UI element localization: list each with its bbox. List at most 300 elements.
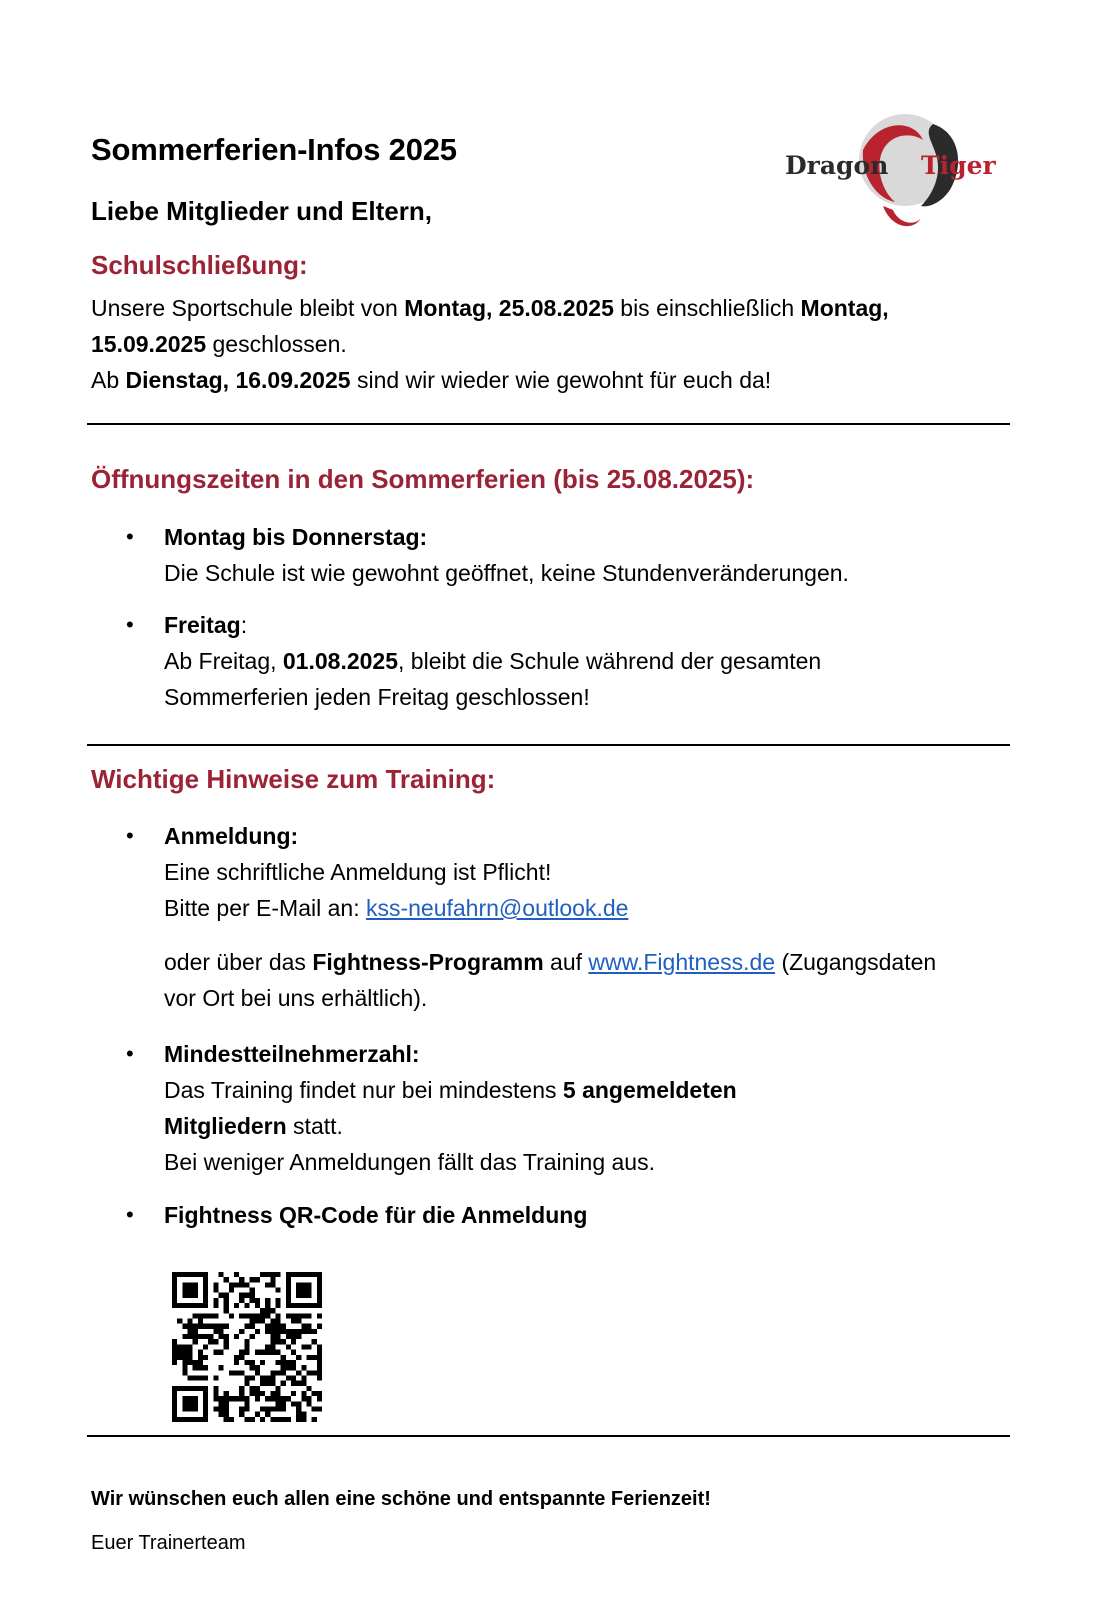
qr-module <box>275 1324 280 1329</box>
qr-module <box>281 1324 286 1329</box>
qr-title <box>164 1197 587 1233</box>
qr-module <box>239 1313 244 1318</box>
qr-module <box>208 1339 213 1344</box>
qr-module <box>219 1412 224 1417</box>
qr-module <box>265 1308 270 1313</box>
qr-module <box>193 1386 198 1391</box>
qr-module <box>188 1282 193 1287</box>
qr-module <box>203 1375 208 1380</box>
qr-module <box>224 1303 229 1308</box>
qr-module <box>250 1375 255 1380</box>
qr-module <box>182 1370 187 1375</box>
greeting: Liebe Mitglieder und Eltern, <box>91 196 432 226</box>
qr-module <box>239 1391 244 1396</box>
qr-module <box>260 1391 265 1396</box>
qr-module <box>224 1412 229 1417</box>
qr-module <box>193 1417 198 1422</box>
qr-module <box>239 1370 244 1375</box>
qr-module <box>296 1381 301 1386</box>
minimum-line-2 <box>164 1108 343 1144</box>
qr-module <box>255 1370 260 1375</box>
training-heading: Wichtige Hinweise zum Training: <box>91 764 496 794</box>
qr-module <box>255 1396 260 1401</box>
qr-module <box>244 1324 249 1329</box>
qr-module <box>239 1350 244 1355</box>
qr-module <box>312 1272 317 1277</box>
qr-module <box>296 1272 301 1277</box>
qr-module <box>255 1319 260 1324</box>
qr-module <box>312 1339 317 1344</box>
qr-module <box>188 1355 193 1360</box>
qr-module <box>301 1293 306 1298</box>
qr-module <box>317 1396 322 1401</box>
bullet: • <box>126 1041 134 1066</box>
qr-module <box>296 1406 301 1411</box>
qr-module <box>172 1288 177 1293</box>
qr-module <box>177 1386 182 1391</box>
text: geschlossen. <box>206 331 347 357</box>
qr-module <box>296 1412 301 1417</box>
qr-module <box>234 1334 239 1339</box>
qr-module <box>172 1386 177 1391</box>
qr-module <box>317 1272 322 1277</box>
qr-module <box>172 1396 177 1401</box>
qr-module <box>312 1391 317 1396</box>
registration-line-1: Eine schriftliche Anmeldung ist Pflicht! <box>164 859 552 885</box>
qr-module <box>213 1329 218 1334</box>
qr-module <box>177 1272 182 1277</box>
qr-module <box>260 1319 265 1324</box>
qr-module <box>281 1406 286 1411</box>
hours-item-text: Die Schule ist wie gewohnt geöffnet, keine Stundenveränderungen. <box>164 560 849 586</box>
qr-module <box>193 1272 198 1277</box>
friday-date: 01.08.2025 <box>282 648 399 674</box>
qr-module <box>244 1282 249 1287</box>
qr-module <box>301 1391 306 1396</box>
qr-module <box>275 1339 280 1344</box>
qr-module <box>188 1360 193 1365</box>
qr-module <box>172 1350 177 1355</box>
qr-module <box>296 1370 301 1375</box>
qr-module <box>265 1344 270 1349</box>
qr-module <box>182 1324 187 1329</box>
qr-module <box>275 1350 280 1355</box>
qr-module <box>317 1277 322 1282</box>
qr-module <box>198 1324 203 1329</box>
qr-module <box>198 1303 203 1308</box>
qr-module <box>286 1298 291 1303</box>
qr-module <box>281 1396 286 1401</box>
qr-module <box>317 1293 322 1298</box>
qr-module <box>182 1386 187 1391</box>
qr-module <box>177 1344 182 1349</box>
qr-module <box>208 1324 213 1329</box>
qr-module <box>275 1401 280 1406</box>
qr-module <box>301 1417 306 1422</box>
qr-module <box>172 1339 177 1344</box>
qr-module <box>219 1350 224 1355</box>
qr-module <box>281 1381 286 1386</box>
qr-module <box>306 1386 311 1391</box>
qr-module <box>224 1334 229 1339</box>
logo-tail-shape <box>883 206 921 226</box>
qr-module <box>255 1386 260 1391</box>
qr-module <box>229 1282 234 1287</box>
qr-module <box>239 1355 244 1360</box>
qr-module <box>182 1365 187 1370</box>
qr-module <box>203 1324 208 1329</box>
minimum-line-1 <box>164 1072 737 1108</box>
qr-module <box>203 1386 208 1391</box>
qr-module <box>208 1334 213 1339</box>
qr-module <box>182 1344 187 1349</box>
qr-module <box>198 1334 203 1339</box>
qr-module <box>301 1288 306 1293</box>
qr-module <box>188 1293 193 1298</box>
dragon-tiger-logo <box>783 110 1003 240</box>
qr-module <box>213 1298 218 1303</box>
qr-module <box>244 1417 249 1422</box>
text: Ab <box>91 367 126 393</box>
qr-module <box>270 1308 275 1313</box>
item-title: Fightness QR-Code für die Anmeldung <box>164 1202 588 1228</box>
qr-module <box>224 1308 229 1313</box>
qr-module <box>224 1401 229 1406</box>
qr-module <box>306 1282 311 1287</box>
qr-module <box>270 1329 275 1334</box>
qr-module <box>177 1319 182 1324</box>
qr-module <box>234 1396 239 1401</box>
website-link[interactable]: www.Fightness.de <box>588 949 776 975</box>
qr-module <box>188 1406 193 1411</box>
text: (Zugangsdaten <box>775 949 937 975</box>
qr-module <box>172 1360 177 1365</box>
bullet: • <box>126 1202 134 1227</box>
qr-module <box>250 1324 255 1329</box>
qr-module <box>317 1355 322 1360</box>
qr-module <box>239 1282 244 1287</box>
text: auf <box>543 949 589 975</box>
qr-module <box>265 1375 270 1380</box>
qr-module <box>188 1272 193 1277</box>
qr-module <box>301 1272 306 1277</box>
text: Unsere Sportschule bleibt von <box>91 295 405 321</box>
qr-module <box>317 1324 322 1329</box>
divider <box>87 423 1010 425</box>
qr-module <box>198 1360 203 1365</box>
qr-module <box>203 1288 208 1293</box>
qr-module <box>229 1313 234 1318</box>
qr-module <box>182 1355 187 1360</box>
qr-module <box>250 1277 255 1282</box>
qr-module <box>224 1339 229 1344</box>
qr-module <box>213 1324 218 1329</box>
qr-module <box>270 1375 275 1380</box>
qr-module <box>213 1303 218 1308</box>
qr-module <box>250 1386 255 1391</box>
qr-module <box>306 1313 311 1318</box>
qr-module <box>172 1406 177 1411</box>
qr-module <box>301 1344 306 1349</box>
qr-module <box>234 1370 239 1375</box>
qr-module <box>198 1365 203 1370</box>
qr-module <box>260 1360 265 1365</box>
hours-item-text: Sommerferien jeden Freitag geschlossen! <box>164 684 590 710</box>
qr-module <box>270 1272 275 1277</box>
qr-module <box>301 1381 306 1386</box>
qr-module <box>306 1370 311 1375</box>
qr-module <box>203 1401 208 1406</box>
qr-module <box>317 1365 322 1370</box>
qr-module <box>286 1272 291 1277</box>
qr-module <box>193 1282 198 1287</box>
qr-module <box>198 1417 203 1422</box>
qr-module <box>224 1417 229 1422</box>
qr-module <box>193 1313 198 1318</box>
qr-module <box>193 1360 198 1365</box>
qr-module <box>203 1396 208 1401</box>
qr-module <box>177 1355 182 1360</box>
qr-module <box>260 1308 265 1313</box>
qr-module <box>182 1360 187 1365</box>
qr-module <box>255 1412 260 1417</box>
qr-module <box>188 1334 193 1339</box>
qr-module <box>306 1324 311 1329</box>
qr-module <box>317 1375 322 1380</box>
qr-module <box>224 1344 229 1349</box>
qr-module <box>275 1406 280 1411</box>
qr-module <box>219 1272 224 1277</box>
email-link[interactable]: kss-neufahrn@outlook.de <box>365 895 629 921</box>
qr-module <box>270 1319 275 1324</box>
qr-module <box>224 1298 229 1303</box>
qr-module <box>244 1339 249 1344</box>
qr-module <box>224 1396 229 1401</box>
qr-module <box>224 1324 229 1329</box>
qr-module <box>224 1277 229 1282</box>
qr-module <box>182 1272 187 1277</box>
qr-module <box>188 1319 193 1324</box>
qr-module <box>286 1334 291 1339</box>
qr-module <box>203 1272 208 1277</box>
qr-module <box>301 1375 306 1380</box>
qr-module <box>265 1381 270 1386</box>
qr-module <box>306 1396 311 1401</box>
qr-code[interactable] <box>172 1272 322 1422</box>
bullet: • <box>126 823 134 848</box>
qr-module <box>265 1406 270 1411</box>
qr-module <box>260 1381 265 1386</box>
qr-module <box>301 1329 306 1334</box>
qr-module <box>286 1303 291 1308</box>
qr-module <box>172 1277 177 1282</box>
qr-module <box>219 1365 224 1370</box>
qr-module <box>250 1293 255 1298</box>
qr-module <box>270 1339 275 1344</box>
qr-module <box>306 1288 311 1293</box>
qr-module <box>317 1288 322 1293</box>
page-title: Sommerferien-Infos 2025 <box>91 132 457 167</box>
qr-module <box>229 1370 234 1375</box>
hours-heading: Öffnungszeiten in den Sommerferien (bis 25.08.2025): <box>91 464 755 494</box>
qr-module <box>291 1313 296 1318</box>
qr-module <box>281 1355 286 1360</box>
qr-module <box>255 1277 260 1282</box>
qr-module <box>229 1396 234 1401</box>
qr-module <box>265 1313 270 1318</box>
qr-module <box>193 1339 198 1344</box>
qr-module <box>234 1272 239 1277</box>
bullet: • <box>126 612 134 637</box>
qr-module <box>203 1406 208 1411</box>
qr-module <box>224 1406 229 1411</box>
qr-module <box>182 1350 187 1355</box>
qr-module <box>193 1303 198 1308</box>
qr-module <box>291 1375 296 1380</box>
qr-module <box>286 1313 291 1318</box>
qr-module <box>301 1282 306 1287</box>
qr-module <box>275 1288 280 1293</box>
item-title: Freitag <box>164 612 241 638</box>
text: statt. <box>286 1113 343 1139</box>
qr-module <box>275 1417 280 1422</box>
qr-module <box>265 1272 270 1277</box>
qr-module <box>244 1344 249 1349</box>
qr-module <box>270 1396 275 1401</box>
qr-module <box>270 1282 275 1287</box>
qr-module <box>250 1298 255 1303</box>
text: Ab Freitag, <box>164 648 283 674</box>
qr-module <box>203 1298 208 1303</box>
qr-module <box>203 1313 208 1318</box>
qr-module <box>275 1386 280 1391</box>
qr-module <box>198 1350 203 1355</box>
qr-module <box>255 1391 260 1396</box>
qr-module <box>260 1417 265 1422</box>
qr-module <box>203 1365 208 1370</box>
qr-module <box>301 1396 306 1401</box>
qr-module <box>188 1396 193 1401</box>
qr-module <box>317 1370 322 1375</box>
qr-module <box>203 1412 208 1417</box>
qr-module <box>301 1313 306 1318</box>
qr-module <box>265 1350 270 1355</box>
qr-module <box>193 1396 198 1401</box>
qr-module <box>213 1375 218 1380</box>
qr-module <box>296 1282 301 1287</box>
qr-module <box>203 1282 208 1287</box>
qr-module <box>172 1293 177 1298</box>
closure-line-3 <box>91 362 771 398</box>
qr-module <box>260 1272 265 1277</box>
qr-module <box>188 1401 193 1406</box>
qr-module <box>270 1277 275 1282</box>
qr-module <box>275 1329 280 1334</box>
qr-module <box>229 1417 234 1422</box>
qr-module <box>312 1406 317 1411</box>
qr-module <box>301 1365 306 1370</box>
qr-module <box>203 1417 208 1422</box>
qr-module <box>234 1303 239 1308</box>
text: Das Training findet nur bei mindestens <box>164 1077 563 1103</box>
qr-module <box>296 1293 301 1298</box>
qr-module <box>172 1344 177 1349</box>
qr-module <box>306 1272 311 1277</box>
qr-module <box>182 1288 187 1293</box>
qr-module <box>250 1360 255 1365</box>
qr-module <box>193 1334 198 1339</box>
qr-module <box>296 1401 301 1406</box>
qr-module <box>172 1391 177 1396</box>
qr-module <box>188 1329 193 1334</box>
qr-module <box>239 1329 244 1334</box>
qr-module <box>260 1313 265 1318</box>
qr-module <box>172 1298 177 1303</box>
qr-module <box>281 1417 286 1422</box>
closure-heading: Schulschließung: <box>91 250 308 280</box>
bullet: • <box>126 524 134 549</box>
qr-module <box>255 1329 260 1334</box>
qr-module <box>301 1303 306 1308</box>
qr-module <box>193 1406 198 1411</box>
qr-module <box>172 1401 177 1406</box>
qr-module <box>301 1324 306 1329</box>
qr-module <box>275 1396 280 1401</box>
qr-module <box>286 1417 291 1422</box>
qr-module <box>239 1277 244 1282</box>
qr-module <box>296 1313 301 1318</box>
qr-module <box>208 1313 213 1318</box>
closing-text: Wir wünschen euch allen eine schöne und entspannte Ferienzeit! <box>91 1488 711 1510</box>
qr-module <box>182 1406 187 1411</box>
qr-module <box>255 1313 260 1318</box>
qr-module <box>281 1365 286 1370</box>
text: sind wir wieder wie gewohnt für euch da! <box>350 367 772 393</box>
qr-module <box>281 1370 286 1375</box>
qr-module <box>188 1303 193 1308</box>
item-title: Montag bis Donnerstag: <box>164 524 428 550</box>
qr-module <box>198 1272 203 1277</box>
qr-module <box>317 1298 322 1303</box>
qr-module <box>219 1401 224 1406</box>
qr-module <box>203 1391 208 1396</box>
qr-module <box>244 1406 249 1411</box>
registration-line-4: vor Ort bei uns erhältlich). <box>164 985 428 1011</box>
text: oder über das <box>164 949 313 975</box>
qr-module <box>172 1303 177 1308</box>
qr-module <box>193 1288 198 1293</box>
min-count: 5 angemeldeten <box>562 1077 737 1103</box>
qr-module <box>317 1303 322 1308</box>
closure-line-2 <box>91 326 347 362</box>
qr-module <box>229 1288 234 1293</box>
qr-module <box>312 1355 317 1360</box>
qr-module <box>270 1344 275 1349</box>
qr-module <box>265 1329 270 1334</box>
qr-module <box>281 1360 286 1365</box>
qr-module <box>281 1329 286 1334</box>
date-end-part: Montag, <box>800 295 889 321</box>
qr-module <box>239 1293 244 1298</box>
qr-module <box>291 1401 296 1406</box>
qr-module <box>250 1417 255 1422</box>
qr-module <box>296 1355 301 1360</box>
minimum-title <box>164 1036 420 1072</box>
text: : <box>240 612 248 638</box>
qr-module <box>188 1417 193 1422</box>
qr-module <box>265 1412 270 1417</box>
qr-module <box>219 1293 224 1298</box>
